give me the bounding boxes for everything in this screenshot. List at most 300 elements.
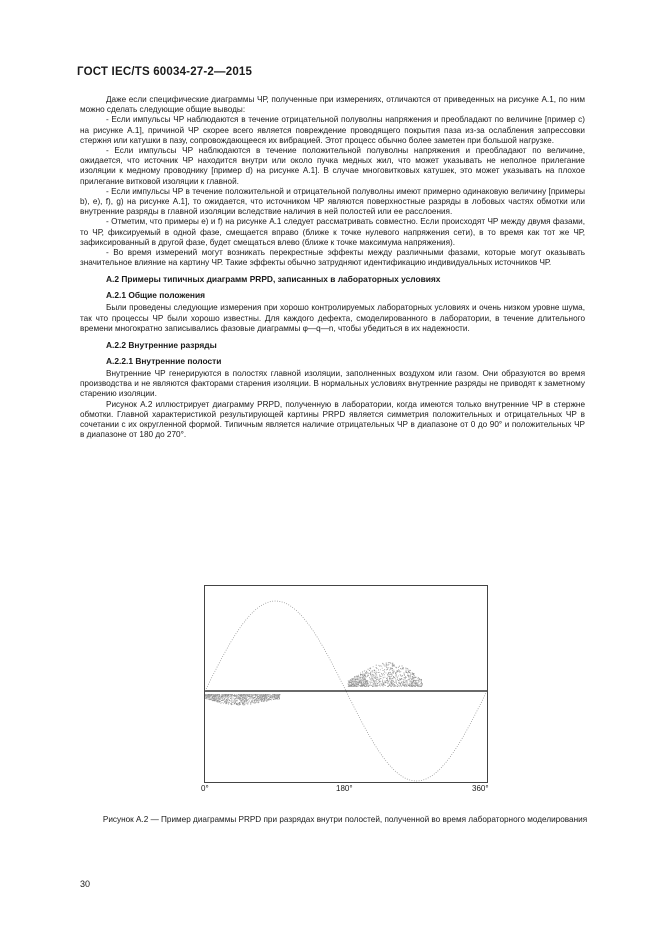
pd-point (239, 698, 240, 699)
pd-point (373, 683, 374, 684)
pd-point (252, 697, 253, 698)
pd-point (379, 674, 380, 675)
pd-point (392, 675, 393, 676)
pd-point (242, 694, 243, 695)
pd-point (405, 681, 406, 682)
pd-point (404, 673, 405, 674)
pd-point (356, 684, 357, 685)
pd-point (408, 685, 409, 686)
pd-point (371, 685, 372, 686)
pd-point (409, 686, 410, 687)
pd-point (399, 679, 400, 680)
pd-point (231, 701, 232, 702)
pd-point (236, 695, 237, 696)
pd-point (395, 682, 396, 683)
pd-point (353, 682, 354, 683)
pd-point (226, 700, 227, 701)
pd-point (361, 683, 362, 684)
pd-point (407, 668, 408, 669)
pd-point (390, 667, 391, 668)
pd-point (262, 694, 263, 695)
pd-point (389, 674, 390, 675)
pd-point (388, 665, 389, 666)
pd-point (375, 678, 376, 679)
pd-point (406, 670, 407, 671)
pd-point (404, 686, 405, 687)
pd-point (217, 696, 218, 697)
pd-point (405, 682, 406, 683)
pd-point (386, 669, 387, 670)
pd-point (252, 700, 253, 701)
pd-point (349, 682, 350, 683)
pd-point (256, 698, 257, 699)
pd-point (418, 678, 419, 679)
pd-point (372, 682, 373, 683)
pd-point (226, 703, 227, 704)
pd-point (402, 684, 403, 685)
pd-point (276, 697, 277, 698)
pd-point (367, 681, 368, 682)
pd-point (370, 668, 371, 669)
pd-point (408, 679, 409, 680)
pd-point (211, 695, 212, 696)
pd-point (394, 666, 395, 667)
pd-point (417, 680, 418, 681)
pd-point (357, 679, 358, 680)
pd-point (234, 696, 235, 697)
pd-point (399, 686, 400, 687)
pd-point (348, 684, 349, 685)
pd-point (413, 681, 414, 682)
pd-point (218, 701, 219, 702)
pd-point (255, 702, 256, 703)
pd-point (390, 672, 391, 673)
pd-point (359, 681, 360, 682)
pd-point (376, 668, 377, 669)
pd-point (238, 694, 239, 695)
pd-point (404, 684, 405, 685)
pd-point (364, 674, 365, 675)
pd-point (416, 677, 417, 678)
pd-point (383, 684, 384, 685)
pd-point (410, 670, 411, 671)
pd-point (252, 695, 253, 696)
pd-point (245, 699, 246, 700)
pd-point (404, 675, 405, 676)
pd-point (265, 696, 266, 697)
pd-point (226, 697, 227, 698)
pd-point (375, 680, 376, 681)
pd-point (408, 684, 409, 685)
pd-point (368, 673, 369, 674)
pd-point (348, 682, 349, 683)
pd-point (361, 680, 362, 681)
pd-point (397, 679, 398, 680)
pd-point (376, 682, 377, 683)
pd-point (410, 674, 411, 675)
pd-point (368, 669, 369, 670)
pd-point (410, 673, 411, 674)
pd-point (413, 678, 414, 679)
pd-point (387, 668, 388, 669)
pd-point (377, 679, 378, 680)
pd-point (392, 682, 393, 683)
pd-point (398, 671, 399, 672)
pd-point (245, 703, 246, 704)
pd-point (268, 698, 269, 699)
paragraph: Даже если специфические диаграммы ЧР, полученные при измерениях, отличаются от приведенных на рисунке А.1, по ним можно сделать следующие общие выводы: (80, 95, 585, 115)
pd-point (264, 701, 265, 702)
pd-point (412, 673, 413, 674)
pd-point (401, 676, 402, 677)
pd-point (259, 700, 260, 701)
pd-point (272, 694, 273, 695)
pd-point (395, 678, 396, 679)
pd-point (376, 681, 377, 682)
pd-point (356, 676, 357, 677)
pd-point (411, 679, 412, 680)
pd-point (238, 704, 239, 705)
pd-point (397, 677, 398, 678)
pd-point (414, 675, 415, 676)
pd-point (362, 679, 363, 680)
pd-point (393, 672, 394, 673)
pd-point (398, 682, 399, 683)
pd-point (235, 701, 236, 702)
pd-point (244, 694, 245, 695)
pd-point (239, 699, 240, 700)
pd-point (406, 680, 407, 681)
pd-point (394, 671, 395, 672)
pd-point (354, 685, 355, 686)
pd-point (367, 683, 368, 684)
pd-point (235, 700, 236, 701)
pd-point (353, 681, 354, 682)
pd-point (376, 685, 377, 686)
pd-point (220, 699, 221, 700)
pd-point (240, 695, 241, 696)
pd-point (366, 680, 367, 681)
pd-point (230, 703, 231, 704)
pd-point (218, 698, 219, 699)
pd-point (421, 685, 422, 686)
pd-point (213, 700, 214, 701)
pd-point (400, 685, 401, 686)
pd-point (254, 700, 255, 701)
pd-point (375, 684, 376, 685)
pd-point (391, 683, 392, 684)
pd-point (233, 695, 234, 696)
pd-point (372, 686, 373, 687)
pd-point (411, 682, 412, 683)
pd-point (253, 697, 254, 698)
pd-point (365, 673, 366, 674)
pd-point (393, 686, 394, 687)
pd-point (210, 699, 211, 700)
pd-point (414, 680, 415, 681)
paragraph: - Если импульсы ЧР в течение положительной и отрицательной полуволны имеют примерно одинаковую величину [примеры b), е), f), g) на рисунке А.1], то ожидается, что источником ЧР являются поверхностные разряды в лобовых частях обмотки или внутренние разряды в главной изоляции вследствие наличия в ней полостей или ее расслоения. (80, 186, 585, 217)
pd-point (243, 699, 244, 700)
pd-point (253, 694, 254, 695)
pd-point (209, 699, 210, 700)
pd-point (214, 700, 215, 701)
pd-point (404, 677, 405, 678)
pd-point (391, 674, 392, 675)
pd-point (249, 701, 250, 702)
pd-point (382, 663, 383, 664)
pd-point (361, 685, 362, 686)
pd-point (352, 678, 353, 679)
pd-point (382, 680, 383, 681)
pd-point (366, 686, 367, 687)
pd-point (411, 681, 412, 682)
pd-point (417, 685, 418, 686)
pd-point (373, 686, 374, 687)
pd-point (381, 676, 382, 677)
pd-point (376, 665, 377, 666)
pd-point (388, 662, 389, 663)
pd-point (242, 698, 243, 699)
pd-point (227, 695, 228, 696)
pd-point (371, 676, 372, 677)
pd-point (257, 695, 258, 696)
pd-point (412, 674, 413, 675)
pd-point (266, 699, 267, 700)
pd-point (409, 672, 410, 673)
pd-point (405, 684, 406, 685)
pd-point (224, 699, 225, 700)
pd-point (372, 676, 373, 677)
pd-point (374, 682, 375, 683)
pd-point (382, 668, 383, 669)
pd-point (266, 700, 267, 701)
pd-point (264, 699, 265, 700)
pd-point (216, 701, 217, 702)
pd-point (367, 682, 368, 683)
pd-point (230, 697, 231, 698)
pd-point (394, 665, 395, 666)
pd-point (363, 685, 364, 686)
pd-point (369, 670, 370, 671)
pd-point (247, 697, 248, 698)
pd-point (365, 682, 366, 683)
pd-point (227, 698, 228, 699)
pd-point (239, 694, 240, 695)
pd-point (405, 678, 406, 679)
pd-point (400, 683, 401, 684)
pd-point (210, 694, 211, 695)
pd-point (382, 684, 383, 685)
pd-point (247, 700, 248, 701)
pd-point (408, 675, 409, 676)
pd-point (392, 678, 393, 679)
pd-point (223, 700, 224, 701)
pd-point (363, 676, 364, 677)
pd-point (376, 675, 377, 676)
pd-point (256, 702, 257, 703)
pd-point (398, 669, 399, 670)
pd-point (388, 664, 389, 665)
pd-point (222, 694, 223, 695)
pd-point (383, 686, 384, 687)
paragraph: - Если импульсы ЧР наблюдаются в течение положительной полуволны напряжения и преобладают по величине, ожидается, что источник ЧР находится внутри или около пучка медных жил, что может указывать не неполное прилегание изоляции к медному проводнику [пример d) на рисунке А.1]. В случае многовитковых катушек, это может указывать на плохое прилегание витковой изоляции к главной. (80, 146, 585, 186)
pd-point (398, 676, 399, 677)
pd-point (403, 667, 404, 668)
pd-point (237, 700, 238, 701)
pd-point (373, 675, 374, 676)
pd-point (392, 663, 393, 664)
pd-point (392, 666, 393, 667)
pd-point (278, 697, 279, 698)
pd-point (222, 696, 223, 697)
pd-point (232, 702, 233, 703)
pd-point (212, 694, 213, 695)
pd-point (365, 679, 366, 680)
pd-point (386, 682, 387, 683)
pd-point (265, 700, 266, 701)
pd-point (385, 682, 386, 683)
pd-point (258, 701, 259, 702)
pd-point (418, 686, 419, 687)
pd-point (379, 676, 380, 677)
pd-point (215, 696, 216, 697)
pd-point (375, 677, 376, 678)
pd-point (351, 685, 352, 686)
pd-point (400, 675, 401, 676)
pd-point (255, 695, 256, 696)
pd-point (254, 695, 255, 696)
pd-point (217, 698, 218, 699)
pd-point (367, 672, 368, 673)
negative-pd-cluster (205, 694, 280, 706)
pd-point (396, 676, 397, 677)
pd-point (235, 703, 236, 704)
pd-point (363, 679, 364, 680)
pd-point (254, 701, 255, 702)
pd-point (260, 699, 261, 700)
pd-point (261, 696, 262, 697)
pd-point (205, 695, 206, 696)
pd-point (363, 681, 364, 682)
pd-point (239, 697, 240, 698)
pd-point (244, 698, 245, 699)
pd-point (389, 670, 390, 671)
pd-point (396, 680, 397, 681)
pd-point (419, 684, 420, 685)
pd-point (374, 685, 375, 686)
figure-caption: Рисунок А.2 — Пример диаграммы PRPD при разрядах внутри полостей, полученной во время лабораторного моделирования (102, 815, 588, 824)
pd-point (386, 673, 387, 674)
pd-point (405, 668, 406, 669)
pd-point (400, 668, 401, 669)
pd-point (374, 670, 375, 671)
pd-point (394, 684, 395, 685)
pd-point (385, 666, 386, 667)
pd-point (389, 678, 390, 679)
pd-point (418, 683, 419, 684)
pd-point (392, 665, 393, 666)
pd-point (381, 685, 382, 686)
pd-point (405, 684, 406, 685)
pd-point (364, 678, 365, 679)
pd-point (261, 700, 262, 701)
pd-point (264, 697, 265, 698)
pd-point (379, 684, 380, 685)
pd-point (262, 696, 263, 697)
pd-point (421, 679, 422, 680)
pd-point (207, 698, 208, 699)
pd-point (365, 676, 366, 677)
pd-point (397, 684, 398, 685)
pd-point (383, 677, 384, 678)
pd-point (364, 674, 365, 675)
pd-point (407, 682, 408, 683)
pd-point (362, 683, 363, 684)
pd-point (233, 701, 234, 702)
pd-point (363, 677, 364, 678)
positive-pd-cluster (348, 662, 423, 687)
pd-point (372, 674, 373, 675)
pd-point (388, 676, 389, 677)
pd-point (219, 698, 220, 699)
pd-point (351, 686, 352, 687)
pd-point (208, 699, 209, 700)
pd-point (351, 678, 352, 679)
pd-point (401, 682, 402, 683)
pd-point (415, 684, 416, 685)
pd-point (388, 681, 389, 682)
pd-point (384, 674, 385, 675)
pd-point (403, 685, 404, 686)
pd-point (361, 681, 362, 682)
pd-point (243, 695, 244, 696)
pd-point (355, 678, 356, 679)
pd-point (206, 697, 207, 698)
pd-point (382, 682, 383, 683)
pd-point (358, 684, 359, 685)
pd-point (364, 673, 365, 674)
pd-point (351, 682, 352, 683)
pd-point (354, 686, 355, 687)
section-heading: А.2 Примеры типичных диаграмм PRPD, записанных в лабораторных условиях (106, 274, 441, 285)
pd-point (381, 666, 382, 667)
pd-point (407, 675, 408, 676)
pd-point (250, 699, 251, 700)
pd-point (262, 698, 263, 699)
pd-point (380, 669, 381, 670)
pd-point (266, 701, 267, 702)
pd-point (362, 677, 363, 678)
pd-point (350, 679, 351, 680)
pd-point (249, 694, 250, 695)
pd-point (265, 699, 266, 700)
pd-point (399, 670, 400, 671)
pd-point (376, 672, 377, 673)
pd-point (279, 697, 280, 698)
pd-point (379, 683, 380, 684)
pd-point (269, 699, 270, 700)
pd-point (421, 681, 422, 682)
pd-point (390, 682, 391, 683)
pd-point (382, 674, 383, 675)
pd-point (268, 699, 269, 700)
pd-point (358, 683, 359, 684)
pd-point (234, 700, 235, 701)
pd-point (391, 663, 392, 664)
pd-point (360, 674, 361, 675)
pd-point (414, 677, 415, 678)
pd-point (355, 683, 356, 684)
